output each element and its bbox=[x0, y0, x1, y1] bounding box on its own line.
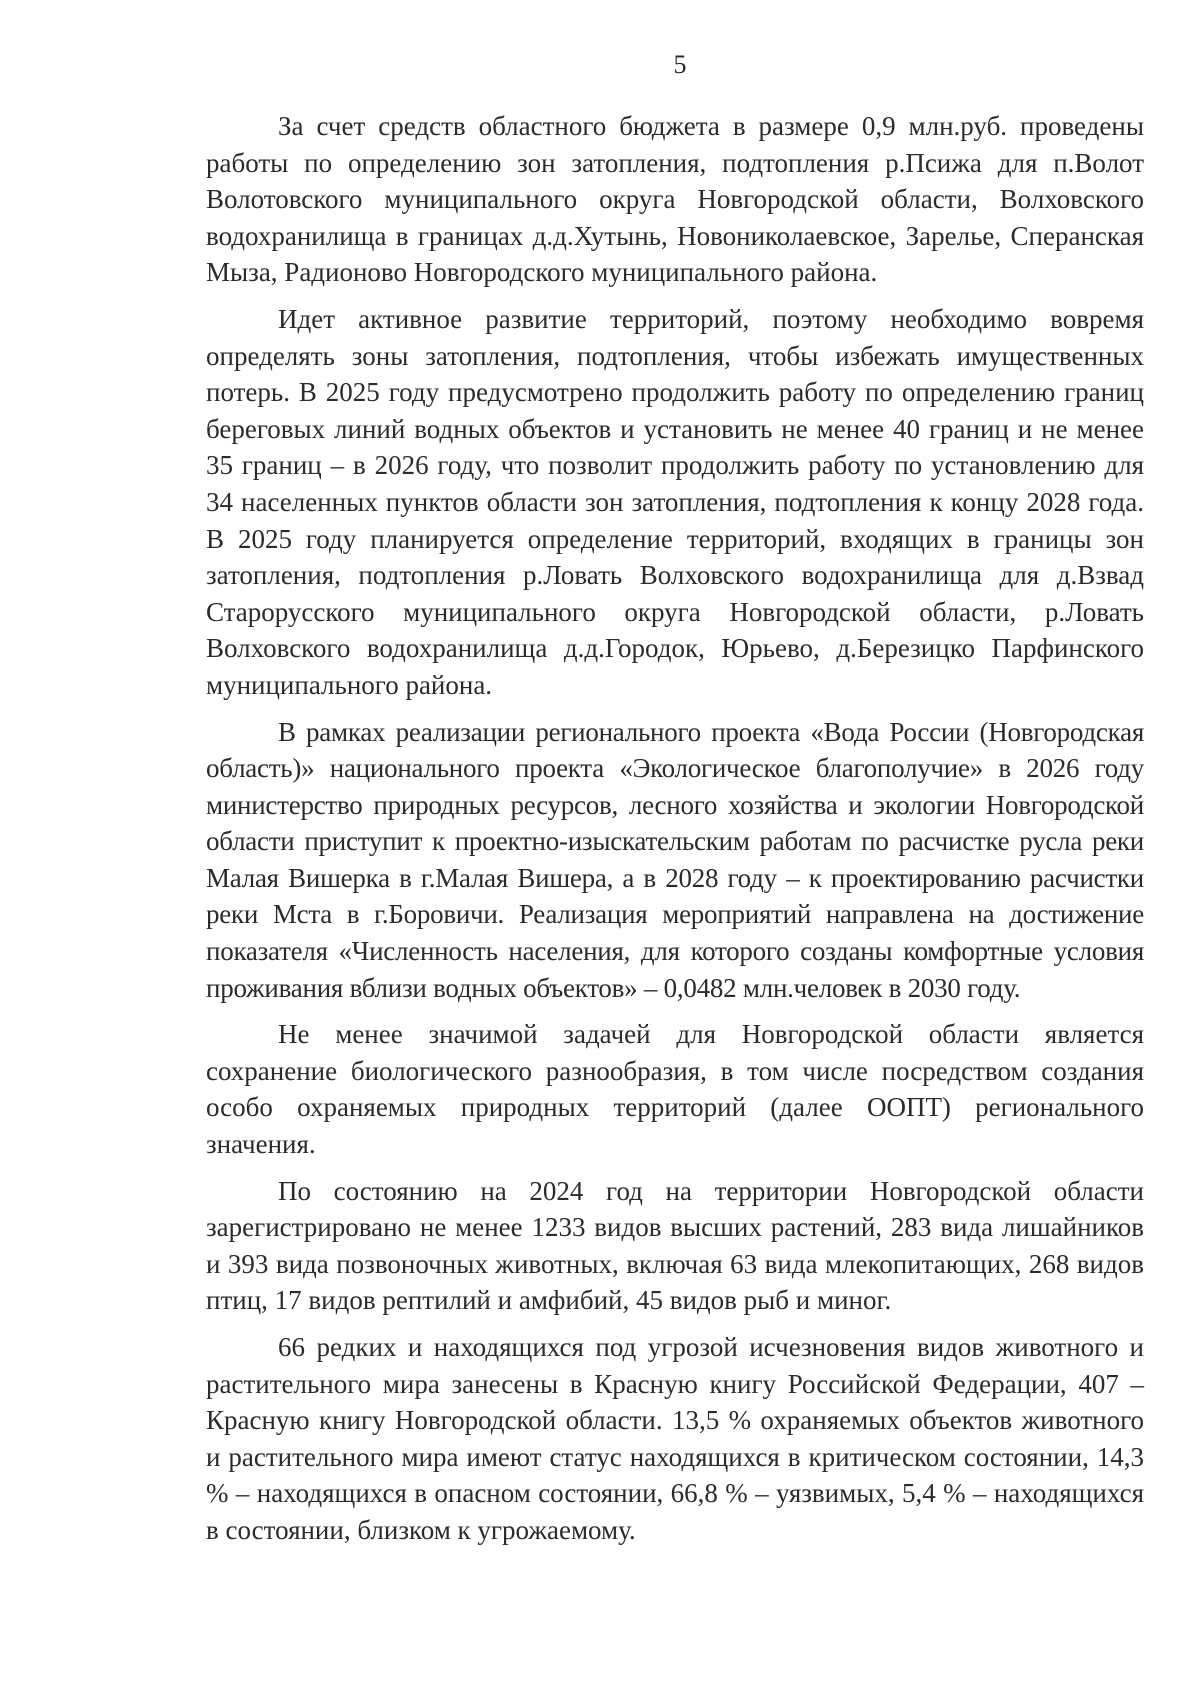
paragraph-budget-works: За счет средств областного бюджета в размере 0,9 млн.руб. проведены работы по определению зон затопления, подтопления р.Псижа для п.Волот Волотовского муниципального округа Новгородской области, Волховского водохранилища в границах д.д.Хутынь, Новониколаевское, Зарелье, Сперанская Мыза, Радионово Новгородского муниципального района. bbox=[206, 111, 1144, 288]
paragraph-biodiversity: Не менее значимой задачей для Новгородской области является сохранение биологического разнообразия, в том числе посредством создания особо охраняемых природных территорий (далее ООПТ) регионального значения. bbox=[206, 1019, 1144, 1160]
document-body bbox=[206, 108, 1144, 1559]
paragraph-red-book: 66 редких и находящихся под угрозой исчезновения видов животного и растительного мира занесены в Красную книгу Российской Федерации, 407 – Красную книгу Новгородской области. 13,5 % охраняемых объектов животного и растительного мира имеют статус находящихся в критическом состоянии, 14,3 % – находящихся в опасном состоянии, 66,8 % – уязвимых, 5,4 % – находящихся в состоянии, близком к угрожаемому. bbox=[206, 1332, 1144, 1545]
paragraph-regional-project: В рамках реализации регионального проекта «Вода России (Новгородская область)» национального проекта «Экологическое благополучие» в 2026 году министерство природных ресурсов, лесного хозяйства и экологии Новгородской области приступит к проектно-изыскательским работам по расчистке русла реки Малая Вишерка в г.Малая Вишера, а в 2028 году – к проектированию расчистки реки Мста в г.Боровичи. Реализация мероприятий направлена на достижение показателя «Численность населения, для которого созданы комфортные условия проживания вблизи водных объектов» – 0,0482 млн.человек в 2030 году. bbox=[206, 716, 1144, 1003]
page-number: 5 bbox=[673, 50, 687, 79]
paragraph-territory-development: Идет активное развитие территорий, поэтому необходимо вовремя определять зоны затопления, подтопления, чтобы избежать имущественных потерь. В 2025 году предусмотрено продолжить работу по определению границ береговых линий водных объектов и установить не менее 40 границ и не менее 35 границ – в 2026 году, что позволит продолжить работу по установлению для 34 населенных пунктов области зон затопления, подтопления к концу 2028 года. В 2025 году планируется определение территорий, входящих в границы зон затопления, подтопления р.Ловать Волховского водохранилища для д.Взвад Старорусского муниципального округа Новгородской области, р.Ловать Волховского водохранилища д.д.Городок, Юрьево, д.Березицко Парфинского муниципального района. bbox=[206, 303, 1144, 700]
paragraph-species-count: По состоянию на 2024 год на территории Новгородской области зарегистрировано не менее 1233 видов высших растений, 283 вида лишайников и 393 вида позвоночных животных, включая 63 вида млекопитающих, 268 видов птиц, 17 видов рептилий и амфибий, 45 видов рыб и миног. bbox=[206, 1175, 1144, 1316]
